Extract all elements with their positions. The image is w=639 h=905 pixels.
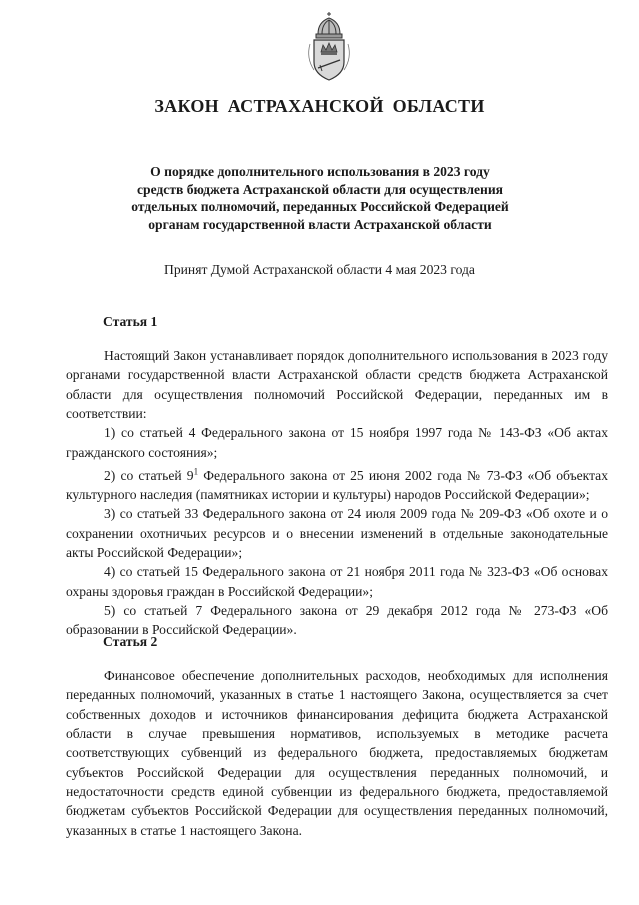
article-1-item: 5) со статьей 7 Федерального закона от 29 декабря 2012 года № 273-ФЗ «Об образовании в Российской Федерации». xyxy=(66,603,608,638)
article-2-body xyxy=(66,666,608,840)
article-1-item: 1) со статьей 4 Федерального закона от 15 ноября 1997 года № 143-ФЗ «Об актах гражданского состояния»; xyxy=(66,425,608,460)
article-2-paragraph: Финансовое обеспечение дополнительных расходов, необходимых для исполнения переданных полномочий, указанных в статье 1 настоящего Закона, осуществляется за счет собственных доходов и источников финансирования дефицита бюджета Астраханской области в случае превышения нормативов, используемых в методике расчета соответствующих субвенций из федерального бюджета, предоставляемых бюджетам субъектов Российской Федерации для осуществления переданных полномочий, и недостаточности средств единой субвенции из федерального бюджета, предоставляемой бюджетам субъектов Российской Федерации для осуществления переданных полномочий, указанных в статье 1 настоящего Закона. xyxy=(66,668,608,838)
superscript-one: 1 xyxy=(193,466,199,477)
law-subtitle xyxy=(90,163,550,233)
item-2-text: 2) со статьей $9^1$ Федерального закона от 25 июня 2002 года № 73-ФЗ «Об объектах культурного наследия (памятниках истории и культуры) народов Российской Федерации»; xyxy=(66,466,609,502)
astrakhan-coat-of-arms-icon xyxy=(296,10,362,82)
article-1-item: 4) со статьей 15 Федерального закона от 21 ноября 2011 года № 323-ФЗ «Об основах охраны здоровья граждан в Российской Федерации»; xyxy=(66,564,608,599)
subtitle-line: средств бюджета Астраханской области для осуществления xyxy=(136,181,504,197)
article-1-item: 3) со статьей 33 Федерального закона от 24 июля 2009 года № 209-ФЗ «Об охоте и о сохранении охотничьих ресурсов и о внесении изменений в отдельные законодательные акты Российской Федерации»; xyxy=(66,506,608,560)
law-title: ЗАКОН АСТРАХАНСКОЙ ОБЛАСТИ xyxy=(154,96,485,116)
subtitle-line: отдельных полномочий, переданных Российской Федерацией xyxy=(131,199,509,214)
subtitle-line: органам государственной власти Астраханской области xyxy=(148,216,492,232)
adoption-statement: Принят Думой Астраханской области 4 мая 2023 года xyxy=(164,262,475,277)
article-1-paragraph: Настоящий Закон устанавливает порядок дополнительного использования в 2023 году органами государственной власти Астраханской области средств бюджета Астраханской области для осуществления полномочий Российской Федерации, переданных им в соответствии: xyxy=(66,348,608,422)
subtitle-line: О порядке дополнительного использования в 2023 году xyxy=(150,164,490,179)
article-1-item xyxy=(66,462,608,504)
article-2-heading: Статья 2 xyxy=(103,634,158,649)
article-1-body xyxy=(66,346,608,640)
article-1-heading: Статья 1 xyxy=(103,314,158,329)
